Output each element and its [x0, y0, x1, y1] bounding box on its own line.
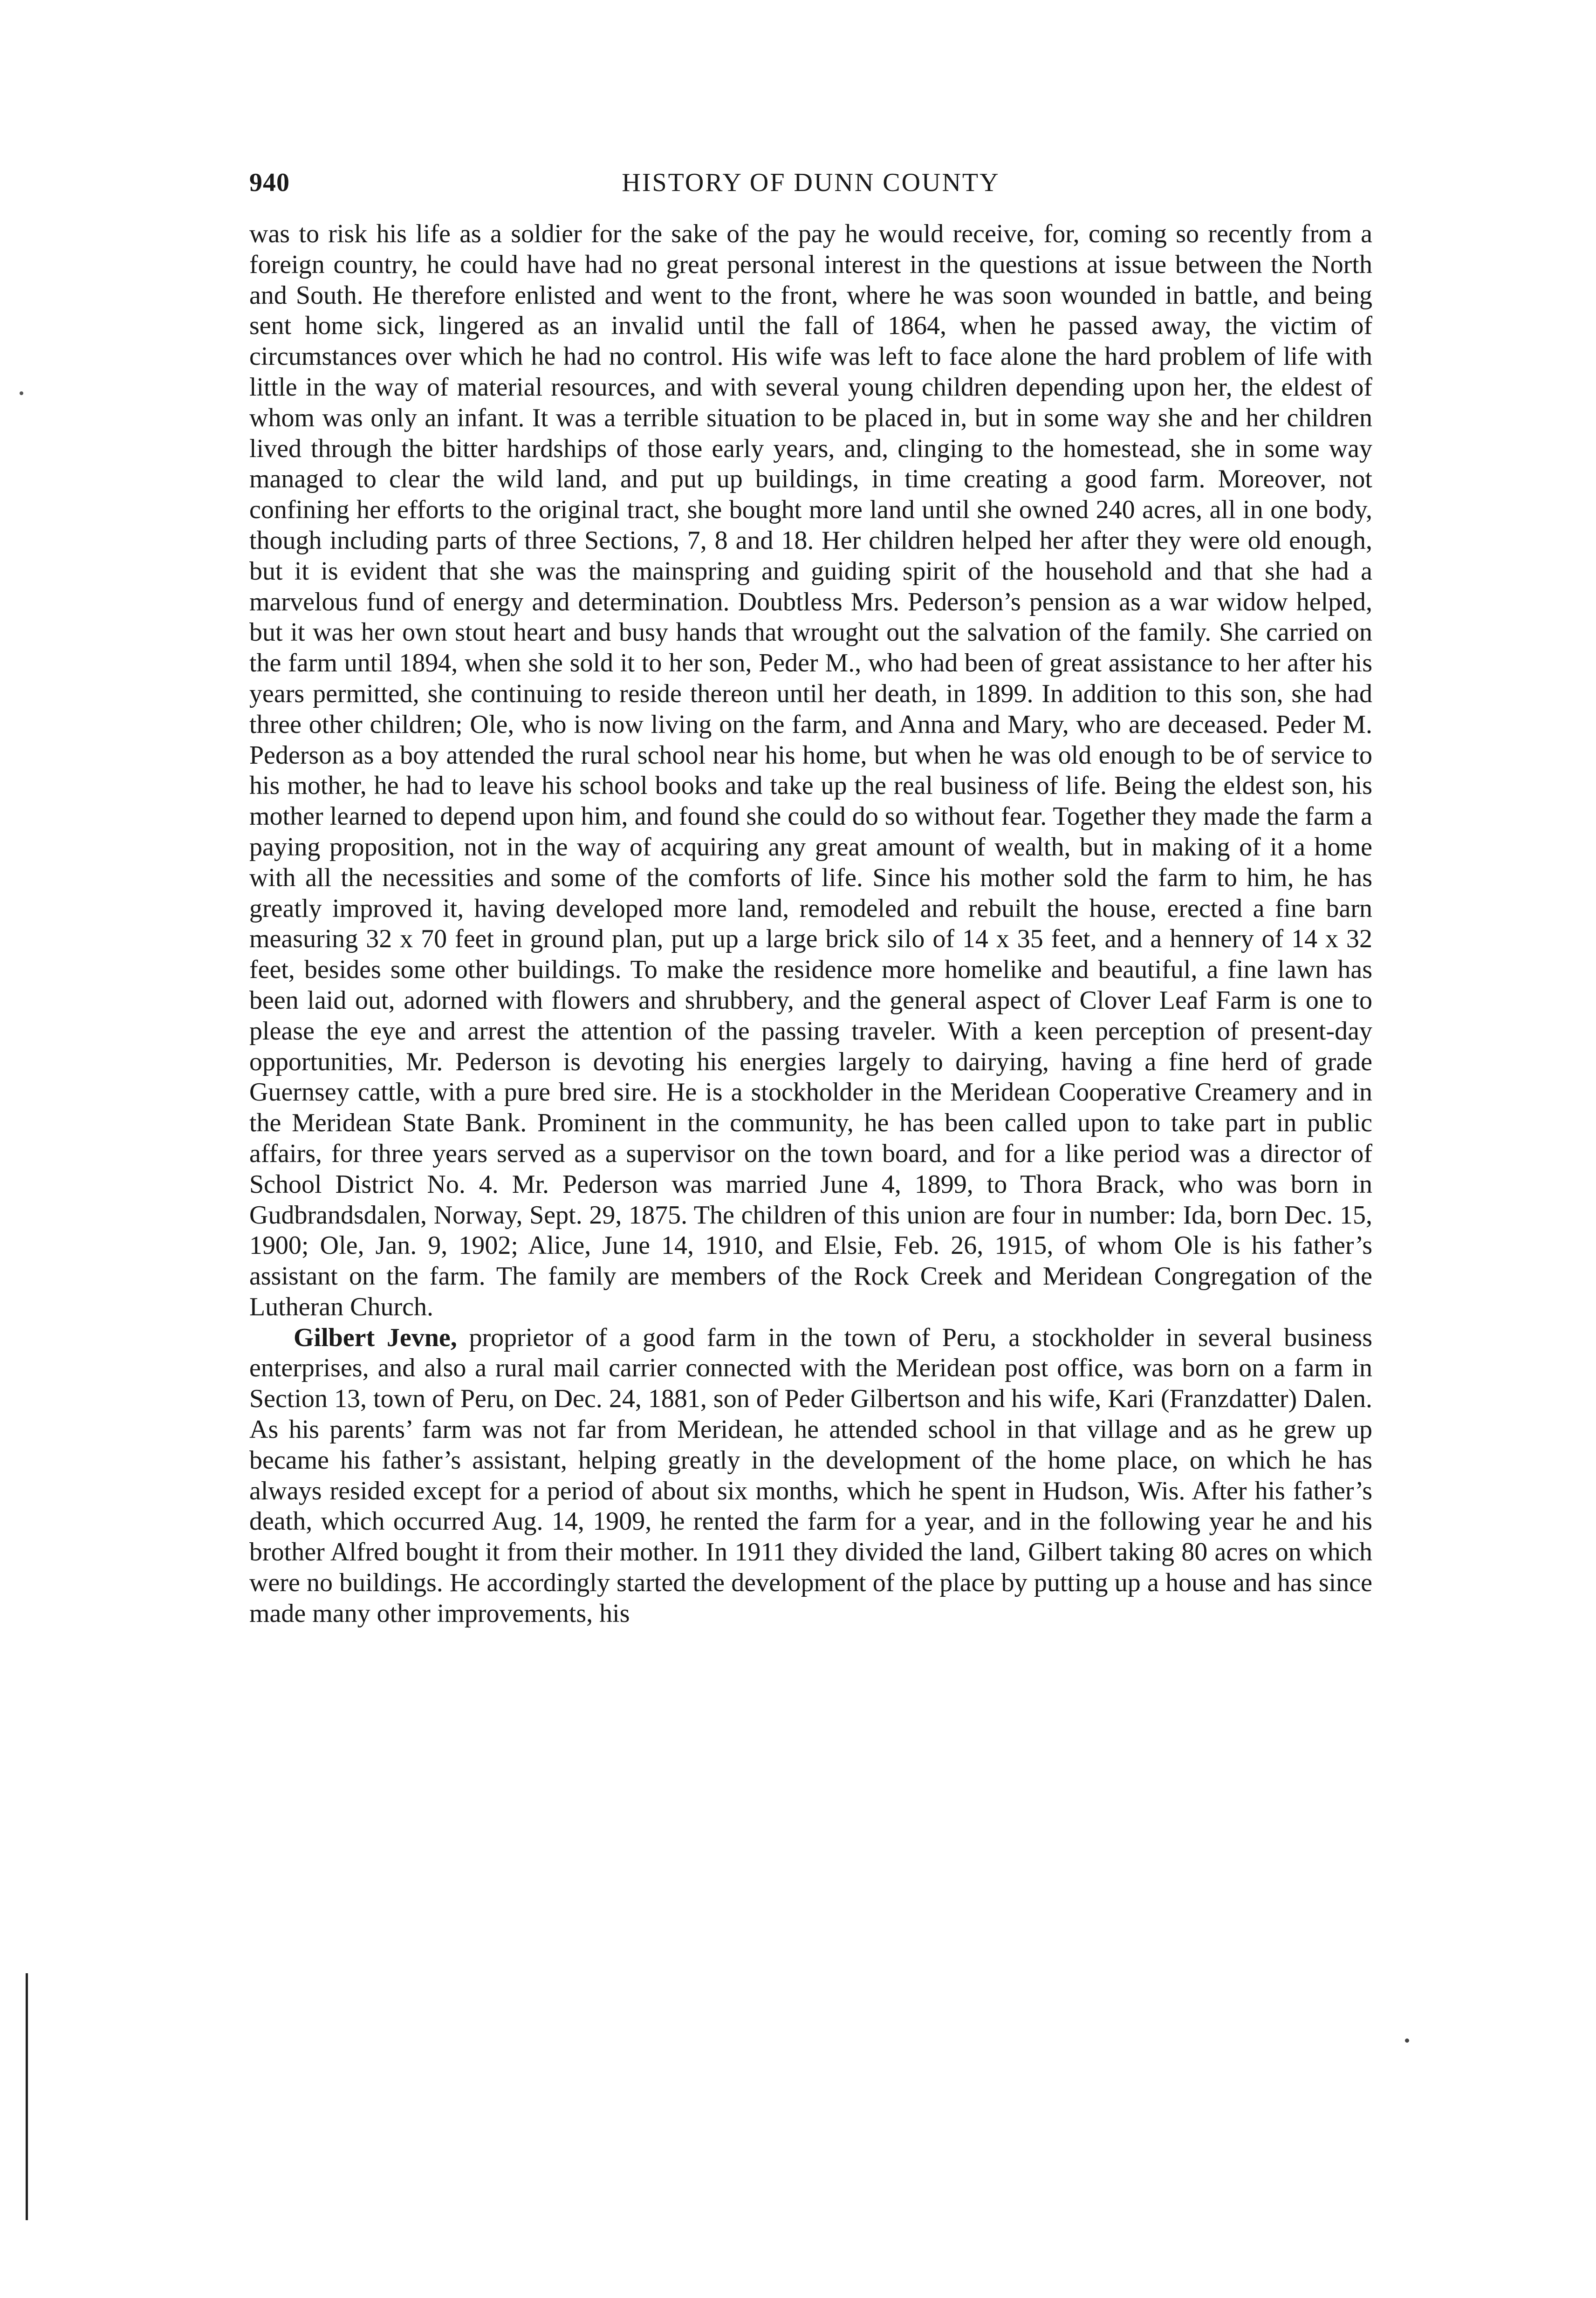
- running-title: HISTORY OF DUNN COUNTY: [622, 168, 1000, 197]
- paragraph-jevne: [249, 1323, 1372, 1629]
- page-number: 940: [249, 168, 290, 197]
- paragraph-jevne-text: proprietor of a good farm in the town of Peru, a stockholder in several business enterprises, and also a rural mail carrier connected with the Meridean post office, was born on a farm in Section 13, town of Peru, on Dec. 24, 1881, son of Peder Gilbertson and his wife, Kari (Franzdatter) Dalen. As his parents’ farm was not far from Meridean, he attended school in that village and as he grew up became his father’s assistant, helping greatly in the development of the home place, on which he has always resided except for a period of about six months, which he spent in Hudson, Wis. After his father’s death, which occurred Aug. 14, 1909, he rented the farm for a year, and in the following year he and his brother Alfred bought it from their mother. In 1911 they divided the land, Gilbert taking 80 acres on which were no buildings. He accordingly started the development of the place by putting up a house and has since made many other improvements, his: [249, 1323, 1372, 1628]
- scan-margin-line: [26, 1973, 28, 2220]
- scan-speck: [20, 391, 23, 395]
- running-head: [249, 168, 1372, 205]
- paragraph-pederson: was to risk his life as a soldier for the sake of the pay he would receive, for, coming so recently from a foreign country, he could have had no great personal interest in the questions at issue between the North and South. He therefore enlisted and went to the front, where he was soon wounded in battle, and being sent home sick, lingered as an invalid until the fall of 1864, when he passed away, the victim of circumstances over which he had no control. His wife was left to face alone the hard problem of life with little in the way of material resources, and with several young children depending upon her, the eldest of whom was only an infant. It was a terrible situation to be placed in, but in some way she and her children lived through the bitter hardships of those early years, and, clinging to the homestead, she in some way managed to clear the wild land, and put up buildings, in time creating a good farm. Moreover, not confining her efforts to the original tract, she bought more land until she owned 240 acres, all in one body, though including parts of three Sections, 7, 8 and 18. Her children helped her after they were old enough, but it is evident that she was the mainspring and guiding spirit of the household and that she had a marvelous fund of energy and determination. Doubtless Mrs. Pederson’s pension as a war widow helped, but it was her own stout heart and busy hands that wrought out the salvation of the family. She carried on the farm until 1894, when she sold it to her son, Peder M., who had been of great assistance to her after his years permitted, she continuing to reside thereon until her death, in 1899. In addition to this son, she had three other children; Ole, who is now living on the farm, and Anna and Mary, who are deceased. Peder M. Pederson as a boy attended the rural school near his home, but when he was old enough to be of service to his mother, he had to leave his school books and take up the real business of life. Being the eldest son, his mother learned to depend upon him, and found she could do so without fear. Together they made the farm a paying proposition, not in the way of acquiring any great amount of wealth, but in making of it a home with all the necessities and some of the comforts of life. Since his mother sold the farm to him, he has greatly improved it, having developed more land, remodeled and rebuilt the house, erected a fine barn measuring 32 x 70 feet in ground plan, put up a large brick silo of 14 x 35 feet, and a hennery of 14 x 32 feet, besides some other buildings. To make the residence more homelike and beautiful, a fine lawn has been laid out, adorned with flowers and shrubbery, and the general aspect of Clover Leaf Farm is one to please the eye and arrest the attention of the passing traveler. With a keen perception of present-day opportunities, Mr. Pederson is devoting his energies largely to dairying, having a fine herd of grade Guernsey cattle, with a pure bred sire. He is a stockholder in the Meridean Cooperative Creamery and in the Meridean State Bank. Prominent in the community, he has been called upon to take part in public affairs, for three years served as a supervisor on the town board, and for a like period was a director of School District No. 4. Mr. Pederson was married June 4, 1899, to Thora Brack, who was born in Gudbrandsdalen, Norway, Sept. 29, 1875. The children of this union are four in number: Ida, born Dec. 15, 1900; Ole, Jan. 9, 1902; Alice, June 14, 1910, and Elsie, Feb. 26, 1915, of whom Ole is his father’s assistant on the farm. The family are members of the Rock Creek and Meridean Congregation of the Lutheran Church.: [249, 219, 1372, 1321]
- body-text: [249, 219, 1372, 1629]
- biography-name: Gilbert Jevne,: [294, 1323, 457, 1352]
- scan-speck: [1405, 2038, 1409, 2043]
